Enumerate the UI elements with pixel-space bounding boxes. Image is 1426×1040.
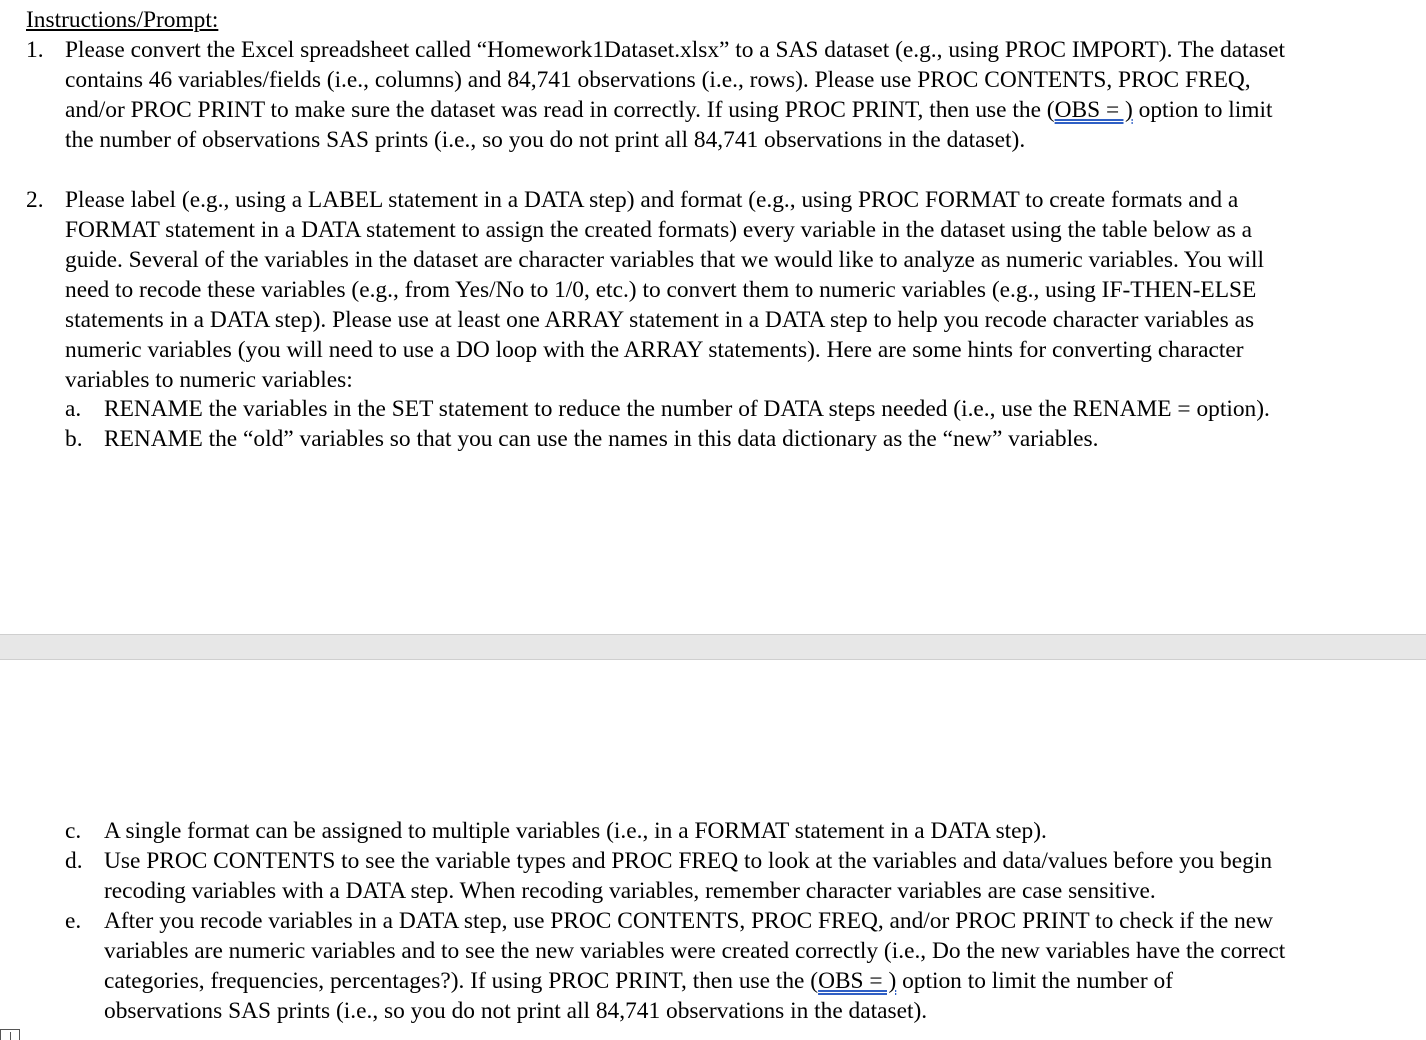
hint-e-line-1: After you recode variables in a DATA step, use PROC CONTENTS, PROC FREQ, and/or PROC PRINT to check if the new bbox=[104, 908, 1274, 934]
page-break-separator bbox=[0, 634, 1426, 660]
item-2-line-4: need to recode these variables (e.g., from Yes/No to 1/0, etc.) to convert them to numeric variables (e.g., using IF-THEN-ELSE bbox=[65, 277, 1257, 303]
item-1-line-3-end: option to limit bbox=[1132, 97, 1273, 123]
item-2-line-5: statements in a DATA step). Please use at least one ARRAY statement in a DATA step to help you recode character variables as bbox=[65, 307, 1255, 333]
hint-e-letter: e. bbox=[65, 908, 82, 934]
item-2-line-3: guide. Several of the variables in the dataset are character variables that we would like to analyze as numeric variables. You will bbox=[65, 247, 1264, 273]
item-1-line-3-start: and/or PROC PRINT to make sure the dataset was read in correctly. If using PROC PRINT, then use the ( bbox=[65, 97, 1055, 123]
table-anchor-icon[interactable] bbox=[0, 1029, 20, 1040]
hint-e-line-3 bbox=[104, 966, 1285, 996]
hint-e-text bbox=[104, 906, 1285, 1026]
item-1-line-3 bbox=[65, 95, 1423, 125]
hint-e-line-3-end: option to limit the number of bbox=[896, 968, 1174, 994]
hint-e-line-4: observations SAS prints (i.e., so you do not print all 84,741 observations in the dataset). bbox=[104, 998, 928, 1024]
item-1-number: 1. bbox=[26, 37, 44, 63]
hint-a-text: RENAME the variables in the SET statement to reduce the number of DATA steps needed (i.e., use the RENAME = option). bbox=[104, 396, 1270, 422]
item-2-number: 2. bbox=[26, 187, 44, 213]
obs-option-link[interactable]: OBS = ) bbox=[1054, 97, 1133, 123]
item-2-text bbox=[65, 185, 1423, 395]
hint-e-line-2: variables are numeric variables and to see the new variables were created correctly (i.e., Do the new variables have the correct bbox=[104, 938, 1286, 964]
hint-e-line-3-start: categories, frequencies, percentages?). If using PROC PRINT, then use the ( bbox=[104, 968, 819, 994]
item-1-line-2: contains 46 variables/fields (i.e., columns) and 84,741 observations (i.e., rows). Please use PROC CONTENTS, PROC FREQ, bbox=[65, 67, 1251, 93]
document-page-2 bbox=[0, 660, 1426, 1040]
hint-c-letter: c. bbox=[65, 818, 82, 844]
item-1-line-1: Please convert the Excel spreadsheet called “Homework1Dataset.xlsx” to a SAS dataset (e.g., using PROC IMPORT). The dataset bbox=[65, 37, 1286, 63]
hint-d-line-2: recoding variables with a DATA step. When recoding variables, remember character variables are case sensitive. bbox=[104, 878, 1156, 904]
hint-b-text: RENAME the “old” variables so that you can use the names in this data dictionary as the “new” variables. bbox=[104, 426, 1099, 452]
hint-b-letter: b. bbox=[65, 426, 83, 452]
hint-d-line-1: Use PROC CONTENTS to see the variable types and PROC FREQ to look at the variables and data/values before you begin bbox=[104, 848, 1273, 874]
item-2-line-2: FORMAT statement in a DATA statement to assign the created formats) every variable in the dataset using the table below as a bbox=[65, 217, 1253, 243]
item-2-line-7: variables to numeric variables: bbox=[65, 367, 353, 393]
item-2-line-6: numeric variables (you will need to use a DO loop with the ARRAY statements). Here are some hints for converting character bbox=[65, 337, 1244, 363]
hint-d-text bbox=[104, 846, 1272, 906]
hint-d-letter: d. bbox=[65, 848, 83, 874]
item-1-text bbox=[65, 35, 1423, 155]
instructions-heading: Instructions/Prompt: bbox=[26, 7, 219, 33]
hint-a-letter: a. bbox=[65, 396, 82, 422]
item-1-line-4: the number of observations SAS prints (i.e., so you do not print all 84,741 observations in the dataset). bbox=[65, 127, 1026, 153]
hint-c-text: A single format can be assigned to multiple variables (i.e., in a FORMAT statement in a DATA step). bbox=[104, 818, 1047, 844]
obs-option-link-2[interactable]: OBS = ) bbox=[818, 968, 897, 994]
item-2-line-1: Please label (e.g., using a LABEL statement in a DATA step) and format (e.g., using PROC FORMAT to create formats and a bbox=[65, 187, 1239, 213]
